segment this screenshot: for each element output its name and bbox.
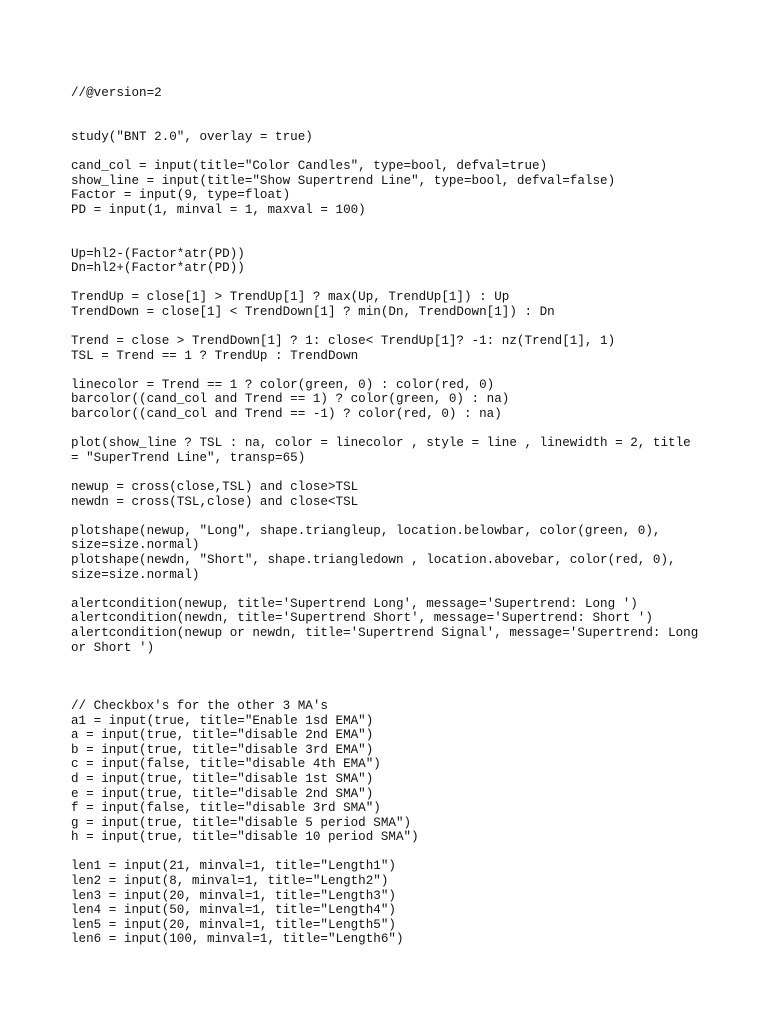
code-line: PD = input(1, minval = 1, maxval = 100) bbox=[71, 202, 366, 217]
blank-line bbox=[71, 422, 711, 437]
blank-line bbox=[71, 465, 711, 480]
code-line: b = input(true, title="disable 3rd EMA") bbox=[71, 742, 374, 757]
code-line: Factor = input(9, type=float) bbox=[71, 188, 291, 203]
blank-line bbox=[71, 655, 711, 670]
blank-line bbox=[71, 845, 711, 860]
code-line: = "SuperTrend Line", transp=65) bbox=[71, 450, 306, 465]
code-line: plotshape(newdn, "Short", shape.triangledown , location.abovebar, color(red, 0), bbox=[71, 553, 676, 567]
code-line: len1 = input(21, minval=1, title="Length1") bbox=[71, 859, 396, 874]
code-line: TrendUp = close[1] > TrendUp[1] ? max(Up, TrendUp[1]) : Up bbox=[71, 290, 510, 305]
code-line: //@version=2 bbox=[71, 86, 162, 100]
code-line: len4 = input(50, minval=1, title="Length4") bbox=[71, 903, 396, 918]
blank-line bbox=[71, 276, 711, 291]
code-line: alertcondition(newup or newdn, title='Supertrend Signal', message='Supertrend: Long bbox=[71, 625, 699, 640]
code-line: cand_col = input(title="Color Candles", type=bool, defval=true) bbox=[71, 158, 548, 173]
blank-line bbox=[71, 144, 711, 159]
code-line: d = input(true, title="disable 1st SMA") bbox=[71, 771, 374, 786]
blank-line bbox=[71, 670, 711, 685]
code-line: show_line = input(title="Show Supertrend Line", type=bool, defval=false) bbox=[71, 173, 616, 188]
code-line: size=size.normal) bbox=[71, 567, 200, 582]
code-line: len5 = input(20, minval=1, title="Length5") bbox=[71, 917, 396, 932]
code-line: TrendDown = close[1] < TrendDown[1] ? min(Dn, TrendDown[1]) : Dn bbox=[71, 304, 555, 319]
blank-line bbox=[71, 363, 711, 378]
code-line: barcolor((cand_col and Trend == 1) ? color(green, 0) : na) bbox=[71, 392, 510, 407]
code-line: e = input(true, title="disable 2nd SMA") bbox=[71, 786, 374, 801]
code-line: Trend = close > TrendDown[1] ? 1: close< TrendUp[1]? -1: nz(Trend[1], 1) bbox=[71, 334, 616, 349]
code-line: newup = cross(close,TSL) and close>TSL bbox=[71, 480, 359, 495]
code-line: TSL = Trend == 1 ? TrendUp : TrendDown bbox=[71, 348, 359, 363]
blank-line bbox=[71, 101, 711, 116]
code-line: or Short ') bbox=[71, 640, 155, 655]
code-line: Dn=hl2+(Factor*atr(PD)) bbox=[71, 261, 245, 276]
code-line: study("BNT 2.0", overlay = true) bbox=[71, 129, 313, 144]
code-line: len6 = input(100, minval=1, title="Length6") bbox=[71, 932, 404, 947]
code-line: linecolor = Trend == 1 ? color(green, 0) : color(red, 0) bbox=[71, 377, 495, 392]
code-line: a = input(true, title="disable 2nd EMA") bbox=[71, 728, 374, 743]
code-line: c = input(false, title="disable 4th EMA") bbox=[71, 757, 381, 772]
code-line: barcolor((cand_col and Trend == -1) ? color(red, 0) : na) bbox=[71, 407, 502, 422]
code-line: len2 = input(8, minval=1, title="Length2") bbox=[71, 874, 389, 889]
code-line: newdn = cross(TSL,close) and close<TSL bbox=[71, 494, 359, 509]
blank-line bbox=[71, 320, 711, 335]
code-line: // Checkbox's for the other 3 MA's bbox=[71, 698, 328, 713]
blank-line bbox=[71, 232, 711, 247]
code-line: h = input(true, title="disable 10 period SMA") bbox=[71, 830, 419, 845]
blank-line bbox=[71, 582, 711, 597]
blank-line bbox=[71, 684, 711, 699]
code-line: len3 = input(20, minval=1, title="Length3") bbox=[71, 888, 396, 903]
code-document bbox=[71, 86, 711, 947]
code-line: alertcondition(newup, title='Supertrend Long', message='Supertrend: Long ') bbox=[71, 596, 638, 611]
code-line: alertcondition(newdn, title='Supertrend Short', message='Supertrend: Short ') bbox=[71, 611, 653, 626]
code-line: f = input(false, title="disable 3rd SMA") bbox=[71, 801, 381, 816]
code-line: Up=hl2-(Factor*atr(PD)) bbox=[71, 246, 245, 261]
code-line: a1 = input(true, title="Enable 1sd EMA") bbox=[71, 713, 374, 728]
code-line: plot(show_line ? TSL : na, color = linecolor , style = line , linewidth = 2, title bbox=[71, 436, 691, 451]
blank-line bbox=[71, 217, 711, 232]
code-line: plotshape(newup, "Long", shape.triangleup, location.belowbar, color(green, 0), bbox=[71, 523, 661, 538]
blank-line bbox=[71, 509, 711, 524]
code-line: g = input(true, title="disable 5 period SMA") bbox=[71, 815, 412, 830]
blank-line bbox=[71, 115, 711, 130]
code-line: size=size.normal) bbox=[71, 538, 200, 553]
